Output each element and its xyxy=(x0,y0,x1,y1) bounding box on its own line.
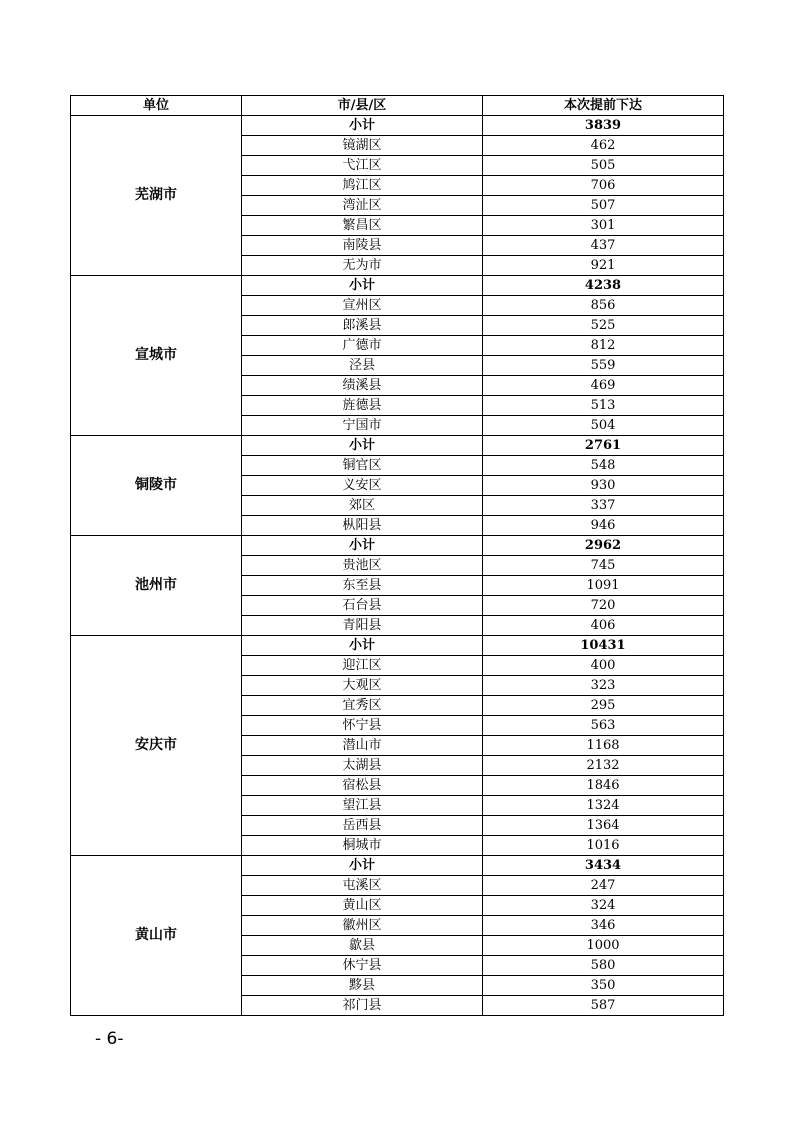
amount-value: 301 xyxy=(483,216,724,236)
amount-value: 1000 xyxy=(483,936,724,956)
amount-value: 720 xyxy=(483,596,724,616)
amount-value: 812 xyxy=(483,336,724,356)
amount-value: 856 xyxy=(483,296,724,316)
subtotal-value: 2761 xyxy=(483,436,724,456)
subtotal-value: 3434 xyxy=(483,856,724,876)
district-name: 郊区 xyxy=(242,496,483,516)
amount-value: 525 xyxy=(483,316,724,336)
district-name: 繁昌区 xyxy=(242,216,483,236)
district-name: 望江县 xyxy=(242,796,483,816)
subtotal-row xyxy=(71,436,724,456)
district-name: 宣州区 xyxy=(242,296,483,316)
subtotal-value: 3839 xyxy=(483,116,724,136)
city-name: 芜湖市 xyxy=(71,116,242,276)
amount-value: 745 xyxy=(483,556,724,576)
amount-value: 504 xyxy=(483,416,724,436)
table-body xyxy=(71,116,724,1016)
page-number: - 6- xyxy=(95,1029,124,1049)
amount-value: 346 xyxy=(483,916,724,936)
amount-value: 400 xyxy=(483,656,724,676)
district-name: 铜官区 xyxy=(242,456,483,476)
subtotal-row xyxy=(71,116,724,136)
amount-value: 587 xyxy=(483,996,724,1016)
district-name: 潜山市 xyxy=(242,736,483,756)
district-name: 镜湖区 xyxy=(242,136,483,156)
amount-value: 946 xyxy=(483,516,724,536)
amount-value: 323 xyxy=(483,676,724,696)
district-name: 黟县 xyxy=(242,976,483,996)
city-name: 安庆市 xyxy=(71,636,242,856)
amount-value: 406 xyxy=(483,616,724,636)
amount-value: 548 xyxy=(483,456,724,476)
district-name: 绩溪县 xyxy=(242,376,483,396)
district-name: 鸠江区 xyxy=(242,176,483,196)
amount-value: 2132 xyxy=(483,756,724,776)
amount-value: 505 xyxy=(483,156,724,176)
header-unit: 单位 xyxy=(71,96,242,116)
district-name: 东至县 xyxy=(242,576,483,596)
district-name: 南陵县 xyxy=(242,236,483,256)
district-name: 宿松县 xyxy=(242,776,483,796)
subtotal-row xyxy=(71,276,724,296)
district-name: 广德市 xyxy=(242,336,483,356)
subtotal-row xyxy=(71,856,724,876)
city-name: 黄山市 xyxy=(71,856,242,1016)
city-name: 宣城市 xyxy=(71,276,242,436)
amount-value: 706 xyxy=(483,176,724,196)
amount-value: 1091 xyxy=(483,576,724,596)
district-name: 休宁县 xyxy=(242,956,483,976)
district-name: 义安区 xyxy=(242,476,483,496)
amount-value: 324 xyxy=(483,896,724,916)
subtotal-label: 小计 xyxy=(242,856,483,876)
district-name: 旌德县 xyxy=(242,396,483,416)
district-name: 枞阳县 xyxy=(242,516,483,536)
district-name: 泾县 xyxy=(242,356,483,376)
amount-value: 462 xyxy=(483,136,724,156)
allocation-table xyxy=(70,95,724,1016)
district-name: 弋江区 xyxy=(242,156,483,176)
subtotal-label: 小计 xyxy=(242,636,483,656)
subtotal-value: 10431 xyxy=(483,636,724,656)
subtotal-value: 2962 xyxy=(483,536,724,556)
table-header-row xyxy=(71,96,724,116)
district-name: 郎溪县 xyxy=(242,316,483,336)
district-name: 徽州区 xyxy=(242,916,483,936)
amount-value: 559 xyxy=(483,356,724,376)
amount-value: 1324 xyxy=(483,796,724,816)
district-name: 青阳县 xyxy=(242,616,483,636)
district-name: 石台县 xyxy=(242,596,483,616)
amount-value: 295 xyxy=(483,696,724,716)
district-name: 宜秀区 xyxy=(242,696,483,716)
header-amount: 本次提前下达 xyxy=(483,96,724,116)
district-name: 岳西县 xyxy=(242,816,483,836)
header-district: 市/县/区 xyxy=(242,96,483,116)
amount-value: 1846 xyxy=(483,776,724,796)
city-name: 铜陵市 xyxy=(71,436,242,536)
amount-value: 247 xyxy=(483,876,724,896)
subtotal-label: 小计 xyxy=(242,276,483,296)
subtotal-value: 4238 xyxy=(483,276,724,296)
amount-value: 921 xyxy=(483,256,724,276)
subtotal-label: 小计 xyxy=(242,436,483,456)
subtotal-label: 小计 xyxy=(242,536,483,556)
district-name: 桐城市 xyxy=(242,836,483,856)
district-name: 黄山区 xyxy=(242,896,483,916)
district-name: 怀宁县 xyxy=(242,716,483,736)
amount-value: 580 xyxy=(483,956,724,976)
district-name: 太湖县 xyxy=(242,756,483,776)
amount-value: 563 xyxy=(483,716,724,736)
district-name: 歙县 xyxy=(242,936,483,956)
subtotal-row xyxy=(71,636,724,656)
district-name: 祁门县 xyxy=(242,996,483,1016)
district-name: 无为市 xyxy=(242,256,483,276)
amount-value: 930 xyxy=(483,476,724,496)
amount-value: 350 xyxy=(483,976,724,996)
amount-value: 1364 xyxy=(483,816,724,836)
subtotal-label: 小计 xyxy=(242,116,483,136)
district-name: 大观区 xyxy=(242,676,483,696)
amount-value: 1016 xyxy=(483,836,724,856)
amount-value: 469 xyxy=(483,376,724,396)
amount-value: 507 xyxy=(483,196,724,216)
subtotal-row xyxy=(71,536,724,556)
city-name: 池州市 xyxy=(71,536,242,636)
district-name: 宁国市 xyxy=(242,416,483,436)
amount-value: 1168 xyxy=(483,736,724,756)
amount-value: 513 xyxy=(483,396,724,416)
district-name: 屯溪区 xyxy=(242,876,483,896)
amount-value: 337 xyxy=(483,496,724,516)
district-name: 贵池区 xyxy=(242,556,483,576)
district-name: 湾沚区 xyxy=(242,196,483,216)
amount-value: 437 xyxy=(483,236,724,256)
district-name: 迎江区 xyxy=(242,656,483,676)
